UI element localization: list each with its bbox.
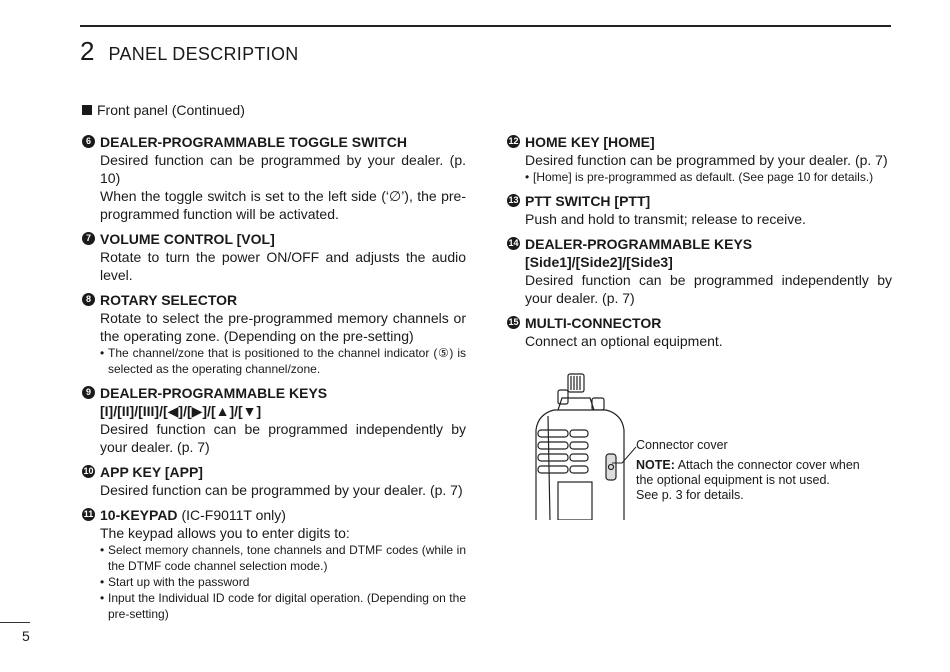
item-note: • [Home] is pre-programmed as default. (See page 10 for details.) bbox=[525, 170, 874, 184]
item-title: PTT SWITCH [PTT] bbox=[525, 193, 651, 209]
item-title: MULTI-CONNECTOR bbox=[525, 315, 662, 331]
item-rotary-selector bbox=[82, 291, 466, 377]
item-note: • The channel/zone that is positioned to the channel indicator (⑤) is selected as the operating channel/zone. bbox=[100, 346, 466, 376]
chapter-number: 2 bbox=[80, 36, 95, 66]
item-title-suffix: (IC-F9011T only) bbox=[181, 507, 286, 523]
item-toggle-switch bbox=[82, 133, 466, 223]
item-desc: The keypad allows you to enter digits to: bbox=[100, 525, 350, 541]
item-title: DEALER-PROGRAMMABLE KEYS bbox=[525, 236, 753, 252]
item-desc: Push and hold to transmit; release to receive. bbox=[525, 211, 806, 227]
connector-cover-note bbox=[636, 458, 876, 503]
item-desc: Desired function can be programmed by your dealer. (p. 7) bbox=[100, 482, 463, 498]
item-number-badge: 14 bbox=[508, 238, 519, 248]
item-number-badge: 13 bbox=[508, 195, 519, 205]
item-title: 10-KEYPAD bbox=[100, 507, 178, 523]
item-title-keys: [I]/[II]/[III]/[◀]/[▶]/[▲]/[▼] bbox=[100, 403, 262, 419]
item-desc: When the toggle switch is set to the left side (‘∅’), the pre-programmed function will be activated. bbox=[100, 188, 466, 222]
item-desc: Rotate to turn the power ON/OFF and adjusts the audio level. bbox=[100, 249, 466, 283]
item-title: VOLUME CONTROL [VOL] bbox=[100, 231, 275, 247]
page-number-rule bbox=[0, 622, 30, 623]
item-title: HOME KEY [HOME] bbox=[525, 134, 655, 150]
item-home-key bbox=[507, 133, 892, 185]
item-note: • Start up with the password bbox=[100, 575, 250, 589]
item-desc: Desired function can be programmed independently by your dealer. (p. 7) bbox=[100, 421, 466, 455]
item-desc: Connect an optional equipment. bbox=[525, 333, 723, 349]
item-desc: Desired function can be programmed independently by your dealer. (p. 7) bbox=[525, 272, 892, 306]
header-rule bbox=[80, 25, 891, 27]
right-column bbox=[507, 133, 892, 357]
subsection-heading bbox=[82, 102, 245, 118]
chapter-title: PANEL DESCRIPTION bbox=[108, 44, 299, 64]
item-desc: Desired function can be programmed by your dealer. (p. 10) bbox=[100, 152, 466, 186]
item-side-keys bbox=[507, 235, 892, 307]
left-column bbox=[82, 133, 466, 629]
chapter-header bbox=[80, 36, 299, 67]
note-text-2: See p. 3 for details. bbox=[636, 488, 744, 502]
item-number-badge: 15 bbox=[508, 317, 519, 327]
page-number: 5 bbox=[22, 628, 30, 644]
item-keypad bbox=[82, 506, 466, 622]
radio-illustration bbox=[528, 368, 628, 520]
item-ptt-switch bbox=[507, 192, 892, 228]
item-desc: Rotate to select the pre-programmed memory channels or the operating zone. (Depending on the pre-setting) bbox=[100, 310, 466, 344]
item-title-keys: [Side1]/[Side2]/[Side3] bbox=[525, 254, 673, 270]
item-multi-connector bbox=[507, 314, 892, 350]
item-title: APP KEY [APP] bbox=[100, 464, 203, 480]
note-text: Attach the connector cover when the optional equipment is not used. bbox=[636, 458, 860, 487]
item-volume-control bbox=[82, 230, 466, 284]
item-app-key bbox=[82, 463, 466, 499]
item-desc: Desired function can be programmed by your dealer. (p. 7) bbox=[525, 152, 888, 168]
item-number-badge: 10 bbox=[83, 466, 94, 476]
square-bullet-icon bbox=[82, 105, 92, 115]
subsection-title: Front panel (Continued) bbox=[97, 102, 245, 118]
item-note: • Input the Individual ID code for digital operation. (Depending on the pre-setting) bbox=[100, 591, 466, 621]
item-dealer-keys bbox=[82, 384, 466, 456]
note-label: NOTE: bbox=[636, 458, 675, 472]
connector-cover-label: Connector cover bbox=[636, 438, 728, 452]
item-title: DEALER-PROGRAMMABLE TOGGLE SWITCH bbox=[100, 134, 407, 150]
item-title: DEALER-PROGRAMMABLE KEYS bbox=[100, 385, 328, 401]
item-number-badge: 11 bbox=[83, 509, 94, 519]
item-number-badge: 7 bbox=[82, 232, 95, 245]
item-title: ROTARY SELECTOR bbox=[100, 292, 238, 308]
item-note: • Select memory channels, tone channels and DTMF codes (while in the DTMF code channel selection mode.) bbox=[100, 543, 466, 573]
connector-leader-line bbox=[612, 445, 638, 465]
item-number-badge: 8 bbox=[82, 293, 95, 306]
item-number-badge: 9 bbox=[82, 386, 95, 399]
item-number-badge: 12 bbox=[508, 136, 519, 146]
item-number-badge: 6 bbox=[82, 135, 95, 148]
